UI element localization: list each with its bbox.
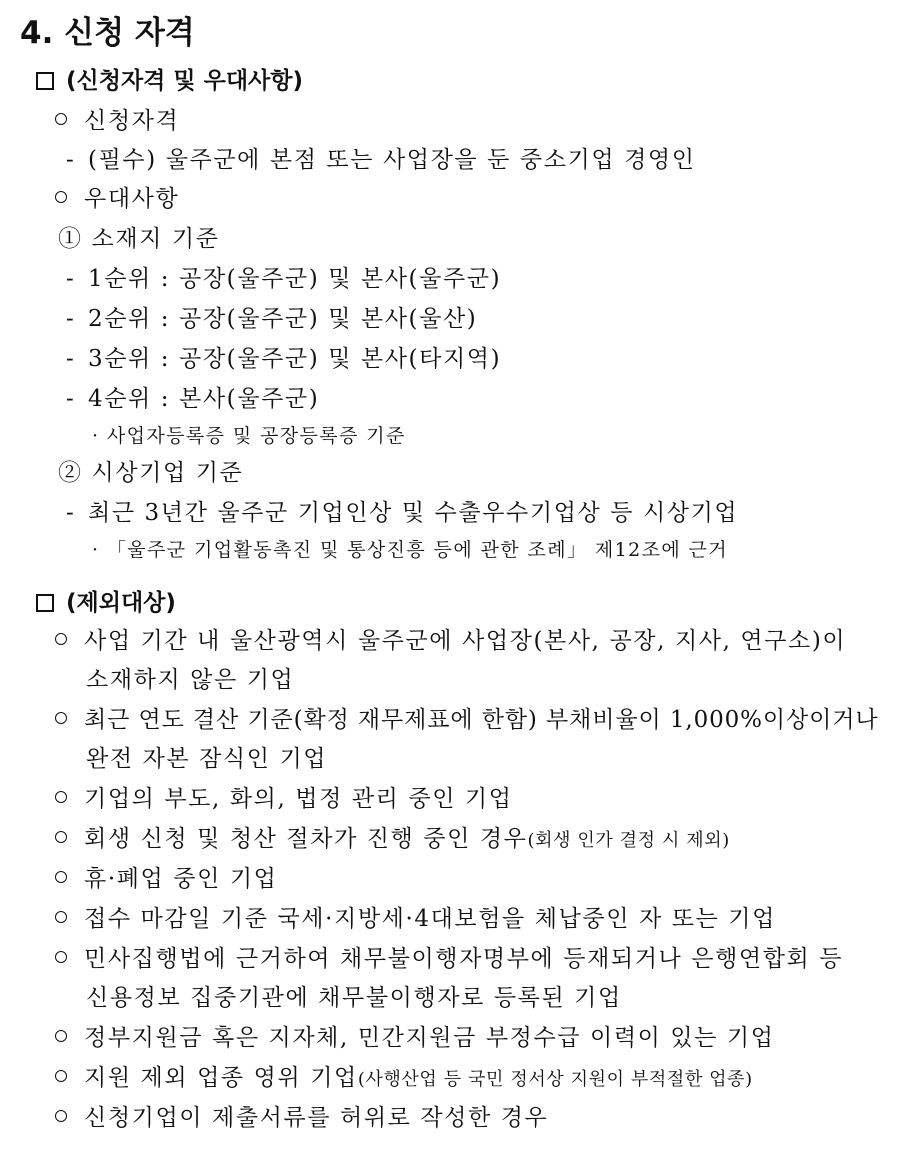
exclusion-item: 민사집행법에 근거하여 채무불이행자명부에 등재되거나 은행연합회 등 (52, 948, 843, 971)
qualification-heading (52, 110, 179, 133)
circle-bullet-icon (55, 791, 67, 803)
section-header-exclusion (36, 592, 176, 615)
priority-item: - 1순위 : 공장(울주군) 및 본사(울주군) (66, 266, 502, 292)
exclusion-item: 접수 마감일 기준 국세·지방세·4대보험을 체납중인 자 또는 기업 (52, 908, 776, 931)
award-item-text: 최근 3년간 울주군 기업인상 및 수출우수기업상 등 시상기업 (88, 500, 739, 526)
circle-bullet-icon (55, 712, 67, 724)
exclusion-item: 정부지원금 혹은 지자체, 민간지원금 부정수급 이력이 있는 기업 (52, 1027, 775, 1050)
circle-bullet-icon (55, 911, 67, 923)
criterion-number: ② (58, 460, 83, 486)
exclusion-item: 지원 제외 업종 영위 기업(사행산업 등 국민 정서상 지원이 부적절한 업종) (52, 1067, 753, 1090)
criterion-title: 시상기업 기준 (91, 460, 244, 486)
circle-bullet-icon (55, 831, 67, 843)
section-header-eligibility (36, 70, 303, 93)
priority-text: 4순위 : 본사(울주군) (88, 386, 320, 412)
preference-heading (52, 188, 179, 211)
page-title: 4. 신청 자격 (20, 15, 195, 51)
exclusion-item-continuation: 신용정보 집중기관에 채무불이행자로 등록된 기업 (86, 985, 622, 1011)
criterion-award (58, 462, 243, 485)
section-header-label: (신청자격 및 우대사항) (66, 68, 304, 94)
priority-text: 3순위 : 공장(울주군) 및 본사(타지역) (88, 346, 502, 372)
priority-text: 1순위 : 공장(울주군) 및 본사(울주군) (88, 266, 502, 292)
exclusion-item: 회생 신청 및 청산 절차가 진행 중인 경우(회생 인가 결정 시 제외) (52, 828, 730, 851)
exclusion-item: 최근 연도 결산 기준(확정 재무제표에 한함) 부채비율이 1,000%이상이거나 (52, 709, 879, 732)
preference-heading-text: 우대사항 (84, 186, 180, 212)
priority-note: · 사업자등록증 및 공장등록증 기준 (92, 425, 406, 447)
exclusion-item-note: (회생 인가 결정 시 제외) (527, 830, 730, 851)
award-item: - 최근 3년간 울주군 기업인상 및 수출우수기업상 등 시상기업 (66, 500, 739, 526)
qualification-item-text: (필수) 울주군에 본점 또는 사업장을 둔 중소기업 경영인 (88, 147, 696, 173)
circle-bullet-icon (55, 191, 67, 203)
dash-marker: - (66, 147, 76, 173)
circle-bullet-icon (55, 1110, 67, 1122)
criterion-title: 소재지 기준 (91, 226, 220, 252)
circle-bullet-icon (55, 1070, 67, 1082)
circle-bullet-icon (55, 633, 67, 645)
checkbox-square-icon (36, 72, 54, 90)
award-note: · 「울주군 기업활동촉진 및 통상진흥 등에 관한 조례」 제12조에 근거 (92, 539, 729, 561)
priority-item: - 4순위 : 본사(울주군) (66, 386, 320, 412)
exclusion-item-note: (사행산업 등 국민 정서상 지원이 부적절한 업종) (357, 1069, 753, 1090)
qualification-heading-text: 신청자격 (84, 108, 180, 134)
circle-bullet-icon (55, 871, 67, 883)
circle-bullet-icon (55, 1030, 67, 1042)
criterion-location (58, 228, 220, 251)
circle-bullet-icon (55, 951, 67, 963)
section-header-label: (제외대상) (66, 590, 176, 616)
circle-bullet-icon (55, 113, 67, 125)
exclusion-item: 기업의 부도, 화의, 법정 관리 중인 기업 (52, 788, 513, 811)
criterion-number: ① (58, 226, 83, 252)
priority-item: - 2순위 : 공장(울주군) 및 본사(울산) (66, 306, 478, 332)
exclusion-item-continuation: 완전 자본 잠식인 기업 (86, 746, 328, 772)
exclusion-item: 휴·폐업 중인 기업 (52, 868, 277, 891)
exclusion-item: 사업 기간 내 울산광역시 울주군에 사업장(본사, 공장, 지사, 연구소)이 (52, 630, 846, 653)
priority-item: - 3순위 : 공장(울주군) 및 본사(타지역) (66, 346, 502, 372)
exclusion-item-continuation: 소재하지 않은 기업 (86, 667, 295, 693)
exclusion-item: 신청기업이 제출서류를 허위로 작성한 경우 (52, 1107, 548, 1130)
qualification-item (66, 149, 696, 172)
checkbox-square-icon (36, 594, 54, 612)
priority-text: 2순위 : 공장(울주군) 및 본사(울산) (88, 306, 478, 332)
